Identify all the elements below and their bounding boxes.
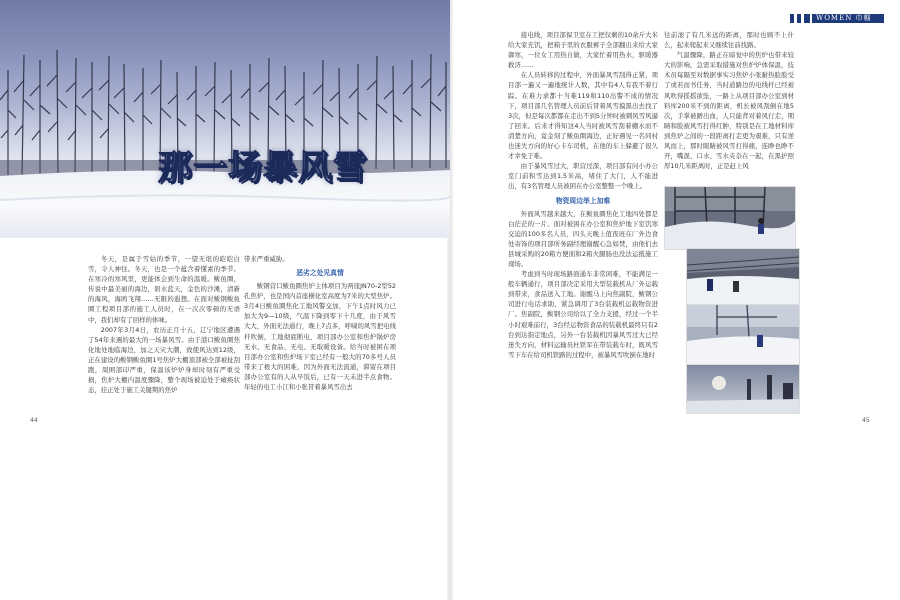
text-column-4 bbox=[664, 30, 794, 171]
paragraph: 带来严重威胁。 bbox=[244, 255, 289, 263]
paragraph: 在人员转移的过程中，外面暴风雪刮得正紧，项目部一遍又一遍地统计人数，其中有4人有我不着行踪。在难力求都十当难119和110出警不成的情况下，项目部几名管理人员前后冒着风雪摸黑出去找了3次，但是每次都都在走出不到5分钟时被刺风雪风逼了回来。后来才得知这4人当时被风雪刮着棚水而不清楚方向，竟金刻了鲅鱼圈海边，正好遇见一名同村也迷失方向的好心卡车司机，在他的车上躲避了很久才幸免于难。 bbox=[508, 71, 658, 161]
header-accent-block bbox=[790, 14, 794, 23]
header-accent-block bbox=[804, 14, 810, 23]
paragraph: 由于暴风雪过大，职营过深，项目部有问小办公室门前积雪达到1.5米高，堵住了大门，人不能进出，有3名管理人员被困在办公室整整一个晚上。 bbox=[508, 162, 658, 191]
paragraph: 考虑到当时现场路面通车非常困难，不能满足一般车辆通行，项目部决定采用大型装载机从厂外运载到带来，食品送入工地。谢醒马上向焦副院，鲅钢公司进行电话求助，紧急调用了3台装载机运载物资进厂。焦副院，鲅钢公司给以了全力支援，经过一个半小时艰难前行，3台经运物资食品的装载机最终只有2台到达指定地点，另外一台装载机因暴风雪过大已经迷失方向，材料运输员杜铁军在带装载车时，既风雪雪下车在给司机铁路的过程中，被暴风雪吹倒在地时 bbox=[508, 270, 658, 359]
paragraph: 2007年3月4日，农历正月十五，辽宁地区遭遇了54年来遇的最大的一场暴风雪。由于港口鲅鱼圈焦化地处地临海边，加之天灾大潮，致使风达到12级，正在建设的鲅钢鲅鱼圈1号焦炉大棚顶部被全部被扯刮跑，周围部印严重，保温该炉炉身却时刻有严重受损，焦炉大棚内温度骤降，整个现场被迫处于瘫痪状态，挂正处于施工关键期的焦炉 bbox=[88, 325, 240, 395]
paragraph: 气温骤降，路正在暗觉中的焦炉也带来较大的影响，急需采取措施对焦炉炉体保温，技术员每隔至对数据事实习焦炉小张耐热脸脸受了或若而书任务，当时道路边的电线杆已经被风吹得摇摇欲坠，一路上从项目部办公室到材料库200米不到的距离，机长被风刮倒在地5次，手掌被蹭出血，人只能背对着风行走，期睛和脸被风雪打得红肿，特别是在工地材料库到焦炉之间的一段距离打走更为艰难，只有逆风而上，那时眼睛被风雪打得痛，连睁也睁不开，嘴混、口水、雪水夹杂在一起，在黑护照厚10几米距离时，正是赶上风 bbox=[664, 51, 794, 171]
paragraph: 鲅钢营口鲅鱼圈焦炉主体项目为两座JN70-2型52孔焦炉，也是国内首座横化室高度为7米的大型焦炉。3月4日鲅鱼圈焦化工地风警交加，下午1点时风力已加大为9—10级，气温下降到零下十几度，由于风雪大大，外面无法通行，晚上7点多，呼啸的风雪把电线杆吹倒，工地彻底断电，项目部办公室和焦炉锅炉房无水、无食品、无电、无取暖设备。给当时被困在项目部办公室和焦炉场下室已经有一般大的70多号人员带来了极大的困难，因为外面无法流通，滞留在项目部办公室有的人从早饭后，已有一天未进半点食物。年轻的电工小江和小张冒着暴风雪出去 bbox=[244, 282, 396, 392]
paragraph: 接电线，项目部保卫室在工把仅剩的10余斤大米给大家充饥，把箱子里的衣服裤子全部翻出来给大家御寒，一位女工用热自做，大家忙着用热水，驱暖器救济…… bbox=[508, 31, 658, 70]
hero-snow-forest-photo bbox=[0, 0, 450, 238]
photo-snowy-plant-dusk bbox=[686, 364, 800, 414]
article-title: 那一场暴风雪 bbox=[158, 148, 368, 188]
paragraph: 往前滚了有几米远的距离，那时也顾不上什么，起来爬起来又继续往前找路。 bbox=[664, 31, 794, 50]
paragraph: 外面风雪越来越大，在鲅鱼圈焦化工地四处都是白茫茫的一片。面对被困在办公室和焦炉地下室饥寒交迫的100多名人员，四头天晚上值夜班在厂外边食处寄饰的项目部所务副经理谢醒心急如焚，由他们去县城采购的20箱方便面和2箱火腿肠也没法运抵施工现场。 bbox=[508, 209, 658, 268]
paragraph: 冬天，是属于雪姑的季节，一望无垠的皑皑白雪，令人神往。冬天，也是一个蕴含着懂素的季节。在寒冷的寒风里，更能体会到生命的温暖。鲅鱼圈，传说中最美丽的海边，碧水蓝天，金色的沙滩，清新的海风，海鸥飞翔……无限的遐想。在面对鲅钢鲅鱼圈工程项目部的施工人员时，在一次次零顿的无语中，我们却有了回样的体味。 bbox=[88, 255, 240, 324]
text-column-1 bbox=[88, 254, 240, 395]
section-subhead: 物资周边举上加难 bbox=[555, 196, 611, 205]
text-column-3 bbox=[508, 30, 658, 360]
header-accent-block bbox=[797, 14, 801, 23]
snow-forest-illustration bbox=[0, 0, 450, 238]
photo-workers-in-snow-1 bbox=[664, 186, 796, 250]
page-number-left: 44 bbox=[30, 417, 38, 424]
section-subhead: 恶劣之处见真情 bbox=[296, 269, 344, 278]
text-column-2 bbox=[244, 254, 396, 392]
section-header: WOMEN 巾帼 bbox=[816, 14, 872, 22]
photo-workers-in-snow-2 bbox=[686, 248, 800, 306]
page-number-right: 45 bbox=[862, 417, 870, 424]
photo-workers-in-snow-3 bbox=[686, 304, 800, 366]
